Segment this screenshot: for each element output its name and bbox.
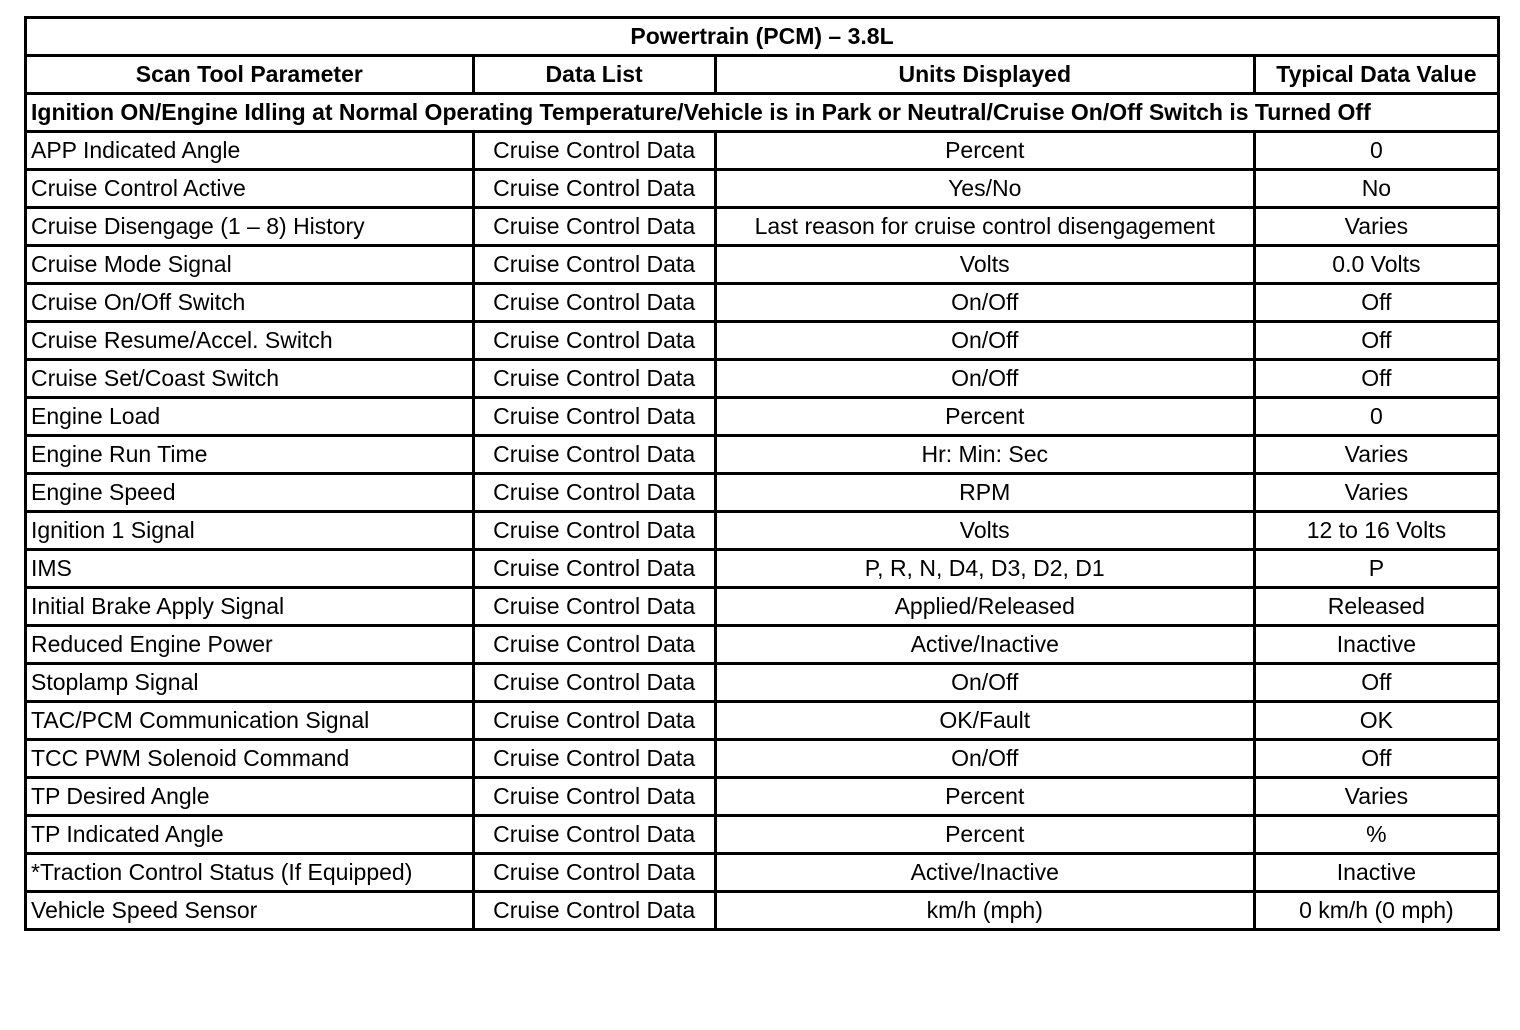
header-row [26, 56, 1499, 94]
cell-parameter: TCC PWM Solenoid Command [26, 740, 474, 778]
cell-data-list: Cruise Control Data [473, 588, 715, 626]
cell-parameter: TP Desired Angle [26, 778, 474, 816]
cell-parameter: Ignition 1 Signal [26, 512, 474, 550]
cell-parameter: Cruise On/Off Switch [26, 284, 474, 322]
table-row [26, 892, 1499, 930]
table-row [26, 702, 1499, 740]
cell-parameter: Engine Speed [26, 474, 474, 512]
cell-units: Active/Inactive [715, 626, 1254, 664]
cell-parameter: Initial Brake Apply Signal [26, 588, 474, 626]
cell-typical-value: 12 to 16 Volts [1254, 512, 1498, 550]
cell-data-list: Cruise Control Data [473, 512, 715, 550]
cell-units: Volts [715, 512, 1254, 550]
cell-parameter: IMS [26, 550, 474, 588]
cell-parameter: APP Indicated Angle [26, 132, 474, 170]
cell-data-list: Cruise Control Data [473, 246, 715, 284]
cell-data-list: Cruise Control Data [473, 892, 715, 930]
cell-parameter: TP Indicated Angle [26, 816, 474, 854]
table-row [26, 360, 1499, 398]
cell-parameter: Cruise Resume/Accel. Switch [26, 322, 474, 360]
table-row [26, 436, 1499, 474]
cell-data-list: Cruise Control Data [473, 360, 715, 398]
header-typical-data-value: Typical Data Value [1254, 56, 1498, 94]
cell-typical-value: 0 [1254, 132, 1498, 170]
header-data-list: Data List [473, 56, 715, 94]
cell-typical-value: Off [1254, 284, 1498, 322]
cell-typical-value: Off [1254, 664, 1498, 702]
table-row [26, 740, 1499, 778]
cell-typical-value: 0 km/h (0 mph) [1254, 892, 1498, 930]
cell-typical-value: Inactive [1254, 626, 1498, 664]
cell-parameter: Vehicle Speed Sensor [26, 892, 474, 930]
cell-units: Volts [715, 246, 1254, 284]
cell-typical-value: Off [1254, 322, 1498, 360]
cell-units: Percent [715, 132, 1254, 170]
cell-typical-value: P [1254, 550, 1498, 588]
cell-data-list: Cruise Control Data [473, 550, 715, 588]
cell-units: Percent [715, 398, 1254, 436]
cell-units: On/Off [715, 740, 1254, 778]
table-row [26, 322, 1499, 360]
cell-parameter: Cruise Disengage (1 – 8) History [26, 208, 474, 246]
cell-units: Yes/No [715, 170, 1254, 208]
cell-data-list: Cruise Control Data [473, 702, 715, 740]
cell-units: Hr: Min: Sec [715, 436, 1254, 474]
cell-parameter: Reduced Engine Power [26, 626, 474, 664]
title-row [26, 18, 1499, 56]
cell-data-list: Cruise Control Data [473, 208, 715, 246]
cell-data-list: Cruise Control Data [473, 854, 715, 892]
cell-units: On/Off [715, 664, 1254, 702]
table-row [26, 208, 1499, 246]
cell-units: On/Off [715, 322, 1254, 360]
cell-data-list: Cruise Control Data [473, 816, 715, 854]
cell-typical-value: OK [1254, 702, 1498, 740]
cell-parameter: Cruise Control Active [26, 170, 474, 208]
cell-data-list: Cruise Control Data [473, 170, 715, 208]
cell-units: On/Off [715, 360, 1254, 398]
cell-parameter: Stoplamp Signal [26, 664, 474, 702]
cell-typical-value: Off [1254, 360, 1498, 398]
cell-data-list: Cruise Control Data [473, 664, 715, 702]
table-row [26, 246, 1499, 284]
cell-typical-value: Varies [1254, 778, 1498, 816]
cell-typical-value: % [1254, 816, 1498, 854]
cell-data-list: Cruise Control Data [473, 626, 715, 664]
scan-data-table [24, 16, 1500, 931]
cell-typical-value: Inactive [1254, 854, 1498, 892]
cell-data-list: Cruise Control Data [473, 132, 715, 170]
table-title: Powertrain (PCM) – 3.8L [26, 18, 1499, 56]
table-row [26, 398, 1499, 436]
cell-typical-value: No [1254, 170, 1498, 208]
operating-condition: Ignition ON/Engine Idling at Normal Operating Temperature/Vehicle is in Park or Neutral/Cruise On/Off Switch is Turned Off [26, 94, 1499, 132]
cell-typical-value: 0.0 Volts [1254, 246, 1498, 284]
cell-data-list: Cruise Control Data [473, 436, 715, 474]
cell-typical-value: Varies [1254, 208, 1498, 246]
table-row [26, 816, 1499, 854]
cell-parameter: Cruise Mode Signal [26, 246, 474, 284]
table-row [26, 132, 1499, 170]
table-body [26, 132, 1499, 930]
cell-parameter: TAC/PCM Communication Signal [26, 702, 474, 740]
table-row [26, 284, 1499, 322]
cell-units: P, R, N, D4, D3, D2, D1 [715, 550, 1254, 588]
table-row [26, 588, 1499, 626]
table-row [26, 170, 1499, 208]
cell-data-list: Cruise Control Data [473, 474, 715, 512]
table-row [26, 664, 1499, 702]
cell-units: RPM [715, 474, 1254, 512]
cell-units: Last reason for cruise control disengagement [715, 208, 1254, 246]
cell-units: km/h (mph) [715, 892, 1254, 930]
cell-parameter: Engine Run Time [26, 436, 474, 474]
table-row [26, 474, 1499, 512]
table-row [26, 854, 1499, 892]
cell-data-list: Cruise Control Data [473, 284, 715, 322]
cell-units: On/Off [715, 284, 1254, 322]
cell-units: Active/Inactive [715, 854, 1254, 892]
table-row [26, 778, 1499, 816]
cell-parameter: *Traction Control Status (If Equipped) [26, 854, 474, 892]
cell-data-list: Cruise Control Data [473, 740, 715, 778]
condition-row [26, 94, 1499, 132]
cell-typical-value: 0 [1254, 398, 1498, 436]
cell-typical-value: Varies [1254, 474, 1498, 512]
table-row [26, 626, 1499, 664]
header-units-displayed: Units Displayed [715, 56, 1254, 94]
cell-data-list: Cruise Control Data [473, 322, 715, 360]
cell-data-list: Cruise Control Data [473, 398, 715, 436]
table-row [26, 550, 1499, 588]
cell-units: Percent [715, 778, 1254, 816]
cell-typical-value: Varies [1254, 436, 1498, 474]
cell-typical-value: Off [1254, 740, 1498, 778]
cell-data-list: Cruise Control Data [473, 778, 715, 816]
cell-parameter: Engine Load [26, 398, 474, 436]
cell-units: OK/Fault [715, 702, 1254, 740]
cell-typical-value: Released [1254, 588, 1498, 626]
cell-units: Percent [715, 816, 1254, 854]
cell-units: Applied/Released [715, 588, 1254, 626]
header-scan-tool-parameter: Scan Tool Parameter [26, 56, 474, 94]
table-row [26, 512, 1499, 550]
cell-parameter: Cruise Set/Coast Switch [26, 360, 474, 398]
